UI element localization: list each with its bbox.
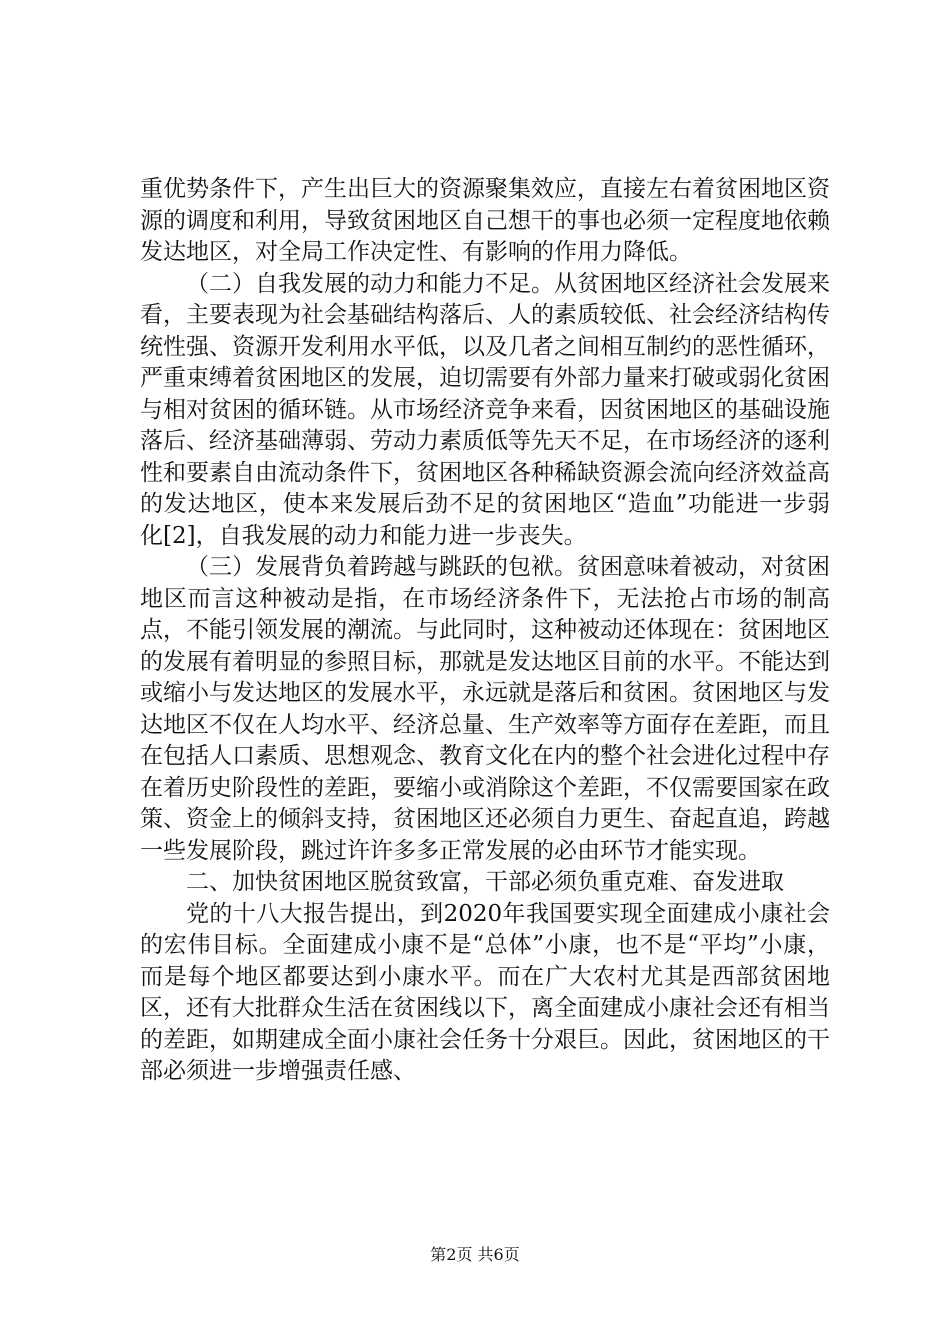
paragraph-section-two: （二）自我发展的动力和能力不足。从贫困地区经济社会发展来看，主要表现为社会基础结构落后、人的素质较低、社会经济结构传统性强、资源开发利用水平低，以及几者之间相互制约的恶性循环，严重束缚着贫困地区的发展，迫切需要有外部力量来打破或弱化贫困与相对贫困的循环链。从市场经济竞争来看，因贫困地区的基础设施落后、经济基础薄弱、劳动力素质低等先天不足，在市场经济的逐利性和要素自由流动条件下，贫困地区各种稀缺资源会流向经济效益高的发达地区，使本来发展后劲不足的贫困地区“造血”功能进一步弱化[2]，自我发展的动力和能力进一步丧失。 <box>140 270 830 549</box>
paragraph-section-three: （三）发展背负着跨越与跳跃的包袱。贫困意味着被动，对贫困地区而言这种被动是指，在市场经济条件下，无法抢占市场的制高点，不能引领发展的潮流。与此同时，这种被动还体现在：贫困地区的发展有着明显的参照目标，那就是发达地区目前的水平。不能达到或缩小与发达地区的发展水平，永远就是落后和贫困。贫困地区与发达地区不仅在人均水平、经济总量、生产效率等方面存在差距，而且在包括人口素质、思想观念、教育文化在内的整个社会进化过程中存在着历史阶段性的差距，要缩小或消除这个差距，不仅需要国家在政策、资金上的倾斜支持，贫困地区还必须自力更生、奋起直追，跨越一些发展阶段，跳过许许多多正常发展的必由环节才能实现。 <box>140 554 830 864</box>
page-footer: 第2页 共6页 <box>430 1245 520 1264</box>
document-body <box>140 174 830 1088</box>
paragraph-continuation: 重优势条件下，产生出巨大的资源聚集效应，直接左右着贫困地区资源的调度和利用，导致贫困地区自己想干的事也必须一定程度地依赖发达地区，对全局工作决定性、有影响的作用力降低。 <box>140 176 830 265</box>
paragraph-eighteenth-congress: 党的十八大报告提出，到2020年我国要实现全面建成小康社会的宏伟目标。全面建成小康不是“总体”小康，也不是“平均”小康，而是每个地区都要达到小康水平。而在广大农村尤其是西部贫困地区，还有大批群众生活在贫困线以下，离全面建成小康社会还有相当的差距，如期建成全面小康社会任务十分艰巨。因此，贫困地区的干部必须进一步增强责任感、 <box>140 900 830 1084</box>
heading-part-two: 二、加快贫困地区脱贫致富，干部必须负重克难、奋发进取 <box>186 869 784 895</box>
